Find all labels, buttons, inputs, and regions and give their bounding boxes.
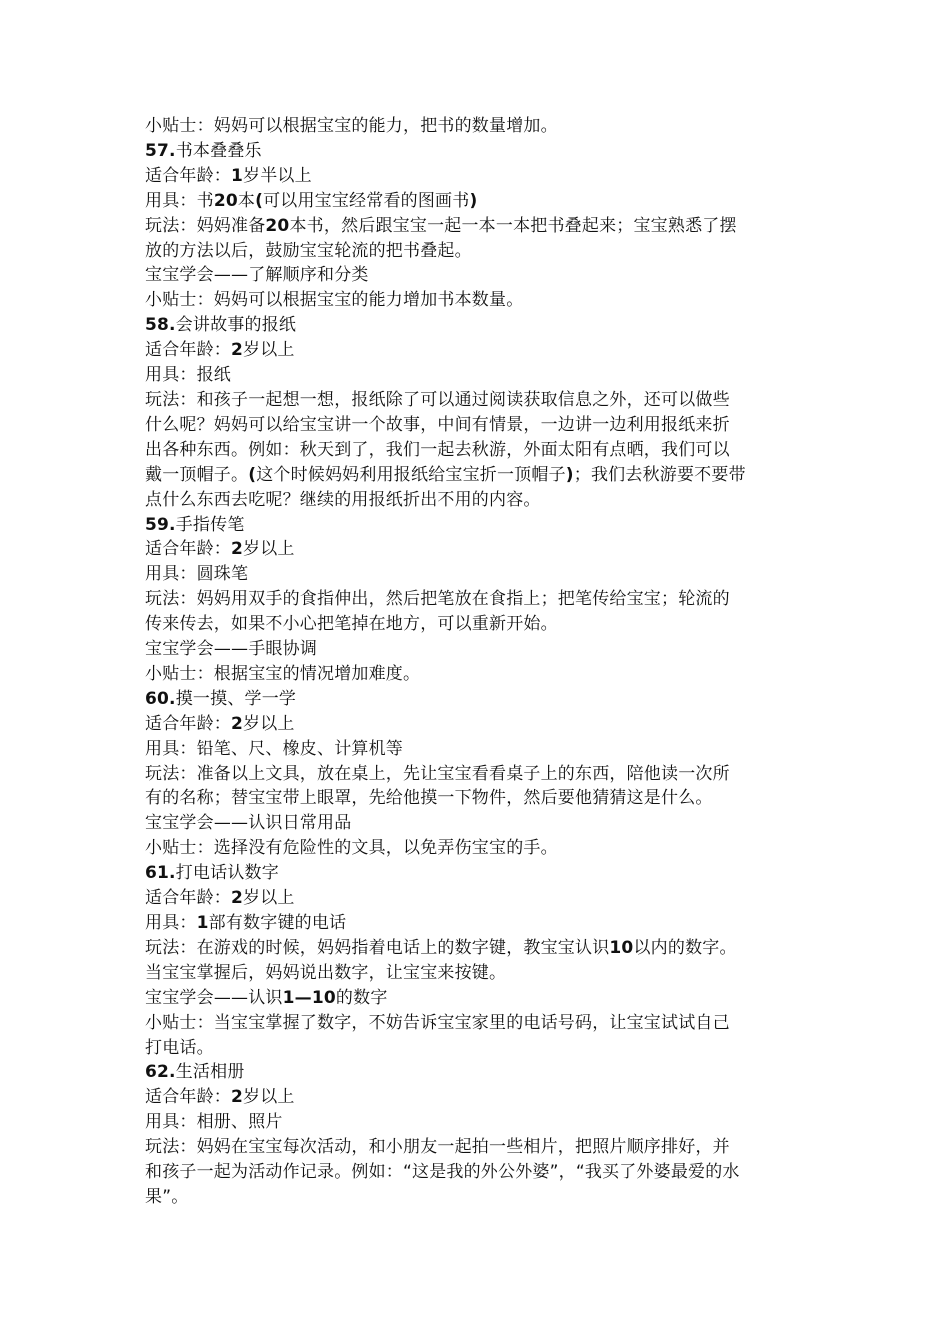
text-line: 62.生活相册: [145, 1062, 245, 1083]
text-line: 出各种东西。例如：秋天到了，我们一起去秋游，外面太阳有点晒，我们可以: [145, 439, 730, 460]
text-line: 打电话。: [145, 1037, 214, 1058]
text-line: 玩法：妈妈准备20本书，然后跟宝宝一起一本一本把书叠起来；宝宝熟悉了摆: [145, 215, 737, 236]
text-line: 什么呢？妈妈可以给宝宝讲一个故事，中间有情景，一边讲一边利用报纸来折: [145, 414, 730, 435]
text-line: 宝宝学会——了解顺序和分类: [145, 265, 369, 286]
text-line: 适合年龄：2岁以上: [145, 713, 295, 734]
text-line: 59.手指传笔: [145, 514, 245, 535]
text-line: 适合年龄：2岁以上: [145, 340, 295, 361]
text-line: 有的名称；替宝宝带上眼罩，先给他摸一下物件，然后要他猜猜这是什么。: [145, 788, 713, 809]
text-line: 玩法：准备以上文具，放在桌上，先让宝宝看看桌子上的东西，陪他读一次所: [145, 763, 730, 784]
text-line: 小贴士：选择没有危险性的文具，以免弄伤宝宝的手。: [145, 838, 558, 859]
text-line: 61.打电话认数字: [145, 863, 279, 884]
text-line: 57.书本叠叠乐: [145, 140, 262, 161]
text-line: 小贴士：妈妈可以根据宝宝的能力，把书的数量增加。: [145, 116, 558, 136]
document-text: [145, 114, 810, 1210]
text-line: 小贴士：妈妈可以根据宝宝的能力增加书本数量。: [145, 290, 524, 311]
text-line: 用具：报纸: [145, 365, 231, 386]
text-line: 用具：铅笔、尺、橡皮、计算机等: [145, 738, 403, 759]
text-line: 小贴士：当宝宝掌握了数字，不妨告诉宝宝家里的电话号码，让宝宝试试自己: [145, 1012, 730, 1033]
text-line: 宝宝学会——认识1—10的数字: [145, 987, 388, 1008]
text-line: 适合年龄：1岁半以上: [145, 165, 312, 186]
text-line: 和孩子一起为活动作记录。例如：“这是我的外公外婆”，“我买了外婆最爱的水: [145, 1162, 740, 1183]
text-line: 传来传去，如果不小心把笔掉在地方，可以重新开始。: [145, 614, 558, 635]
text-line: 60.摸一摸、学一学: [145, 688, 297, 709]
text-line: 玩法：和孩子一起想一想，报纸除了可以通过阅读获取信息之外，还可以做些: [145, 389, 730, 410]
text-line: 点什么东西去吃呢？继续的用报纸折出不用的内容。: [145, 489, 541, 510]
text-line: 宝宝学会——认识日常用品: [145, 813, 352, 834]
text-line: 放的方法以后，鼓励宝宝轮流的把书叠起。: [145, 240, 472, 261]
text-line: 用具：1部有数字键的电话: [145, 913, 347, 933]
text-line: 用具：相册、照片: [145, 1112, 283, 1133]
text-line: 果”。: [145, 1186, 189, 1207]
text-line: 玩法：妈妈用双手的食指伸出，然后把笔放在食指上；把笔传给宝宝；轮流的: [145, 589, 730, 610]
text-line: 适合年龄：2岁以上: [145, 539, 295, 560]
text-line: 58.会讲故事的报纸: [145, 315, 297, 336]
text-line: 小贴士：根据宝宝的情况增加难度。: [145, 663, 421, 684]
text-line: 适合年龄：2岁以上: [145, 1087, 295, 1108]
text-line: 戴一顶帽子。(这个时候妈妈利用报纸给宝宝折一顶帽子)；我们去秋游要不要带: [145, 464, 746, 485]
text-line: 用具：圆珠笔: [145, 564, 249, 585]
text-line: 适合年龄：2岁以上: [145, 888, 295, 909]
text-line: 玩法：妈妈在宝宝每次活动，和小朋友一起拍一些相片，把照片顺序排好，并: [145, 1137, 730, 1158]
text-line: 玩法：在游戏的时候，妈妈指着电话上的数字键，教宝宝认识10以内的数字。: [145, 937, 737, 958]
text-line: 用具：书20本(可以用宝宝经常看的图画书): [145, 190, 478, 211]
text-line: 宝宝学会——手眼协调: [145, 639, 318, 660]
text-line: 当宝宝掌握后，妈妈说出数字，让宝宝来按键。: [145, 962, 507, 983]
